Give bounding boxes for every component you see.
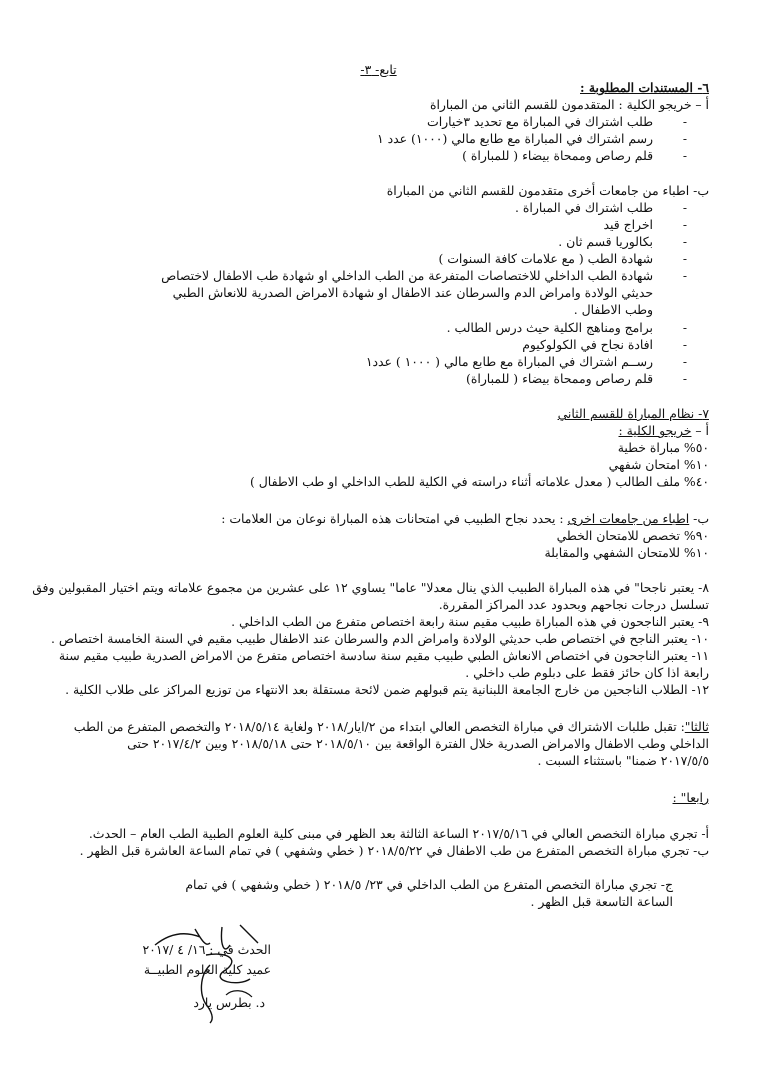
section-7a-item: ٤٠% ملف الطالب ( معدل علاماته أثناء دراسته في الكلية للطب الداخلي او طب الاطفال ): [250, 474, 709, 489]
section-6b-title: ب- اطباء من جامعات أخرى متقدمون للقسم الثاني من المباراة: [386, 183, 709, 198]
signature-name: د. بطرس يارد: [193, 995, 265, 1010]
section-7b-title: ب- اطباء من جامعات اخرى : يحدد نجاح الطبيب في امتحانات هذه المباراة نوعان من العلامات :: [221, 511, 709, 526]
section-6a-title: أ – خريجو الكلية : المتقدمون للقسم الثاني من المباراة: [429, 97, 709, 112]
section-6-title: ٦- المستندات المطلوبة :: [580, 80, 709, 95]
item-12: ١٢- الطلاب الناجحين من خارج الجامعة اللبنانية يتم قبولهم ضمن لائحة مستقلة بعد الانتهاء من توزيع المراكز على طلاب الكلية .: [65, 682, 709, 697]
section-6b-item-cont: وطب الاطفال .: [573, 302, 653, 317]
section-7-title: ٧- نظام المباراة للقسم الثاني: [557, 406, 709, 421]
page-header: تابع- ٣-: [360, 62, 397, 77]
fourthly-item-cont: الساعة التاسعة قبل الظهر .: [530, 894, 673, 909]
handwritten-signature-icon: [140, 915, 300, 1025]
signature-place-date: الحدث في : ١٦/ ٤ /٢٠١٧: [142, 942, 271, 957]
item-9: ٩- يعتبر الناجحون في هذه المباراة طبيب مقيم سنة رابعة اختصاص متفرع من الطب الداخلي .: [231, 614, 709, 629]
section-7a-item: ٥٠% مباراة خطية: [617, 440, 709, 455]
signature-title: عميد كلية العلوم الطبيــة: [143, 962, 271, 977]
item-8-line: ٨- يعتبر ناجحا" في هذه المباراة الطبيب الذي ينال معدلا" عاما" يساوي ١٢ على عشرين من مجموع علاماته ويتم اختيار المقبولين وفق: [32, 580, 709, 595]
section-7a-title: أ – خريجو الكلية :: [618, 423, 709, 438]
fourthly-item: أ- تجري مباراة التخصص العالي في ٢٠١٧/٥/١٦ الساعة الثالثة بعد الظهر في مبنى كلية العلوم الطبية الطب العام – الحدث.: [88, 826, 709, 841]
item-8-line: تسلسل درجات نجاحهم وبحدود عدد المراكز المقررة.: [438, 597, 709, 612]
thirdly-label: ثالثا": [684, 719, 709, 734]
section-7b-item: ١٠% للامتحان الشفهي والمقابلة: [544, 545, 709, 560]
fourthly-item: ب- تجري مباراة التخصص المتفرع من طب الاطفال في ٢٠١٨/٥/٢٢ ( خطي وشفهي ) في تمام الساعة العاشرة قبل الظهر .: [79, 843, 709, 858]
item-11-line: رابعة اذا كان حائز فقط على دبلوم طب داخلي .: [465, 665, 709, 680]
section-7b-item: ٩٠% تخصص للامتحان الخطي: [556, 528, 709, 543]
item-11-line: ١١- يعتبر الناجحون في اختصاص الانعاش الطبي طبيب مقيم سنة سادسة اختصاص متفرع من الامراض الصدرية طبيب مقيم سنة: [58, 648, 709, 663]
fourthly-item: ج- تجري مباراة التخصص المتفرع من الطب الداخلي في ٢٣/ ٢٠١٨/٥ ( خطي وشفهي ) في تمام: [185, 877, 673, 892]
item-10: ١٠- يعتبر الناجح في اختصاص طب حديثي الولادة وامراض الدم والسرطان عند الاطفال طبيب مقيم في السنة الخامسة اختصاص .: [51, 631, 709, 646]
thirdly-line: الداخلي وطب الاطفال والامراض الصدرية خلال الفترة الواقعة بين ٢٠١٨/٥/١٠ حتى ٢٠١٨/٥/١٨ وبين ٢٠١٧/٤/٢ حتى: [127, 736, 709, 751]
section-6b-item-cont: حديثي الولادة وامراض الدم والسرطان عند الاطفال او شهادة الامراض الصدرية للانعاش الطبي: [172, 285, 653, 300]
thirdly-line: ثالثا": تقبل طلبات الاشتراك في مباراة التخصص العالي ابتداء من ٢/ايار/٢٠١٨ ولغاية ٢٠١٨/٥/١٤ والتخصص المتفرع من الطب: [73, 719, 709, 734]
fourthly-label: رابعا" :: [672, 790, 709, 805]
section-7a-item: ١٠% امتحان شفهي: [608, 457, 709, 472]
thirdly-line: ٢٠١٧/٥/٥ ضمنا" باستثناء السبت .: [537, 753, 709, 768]
